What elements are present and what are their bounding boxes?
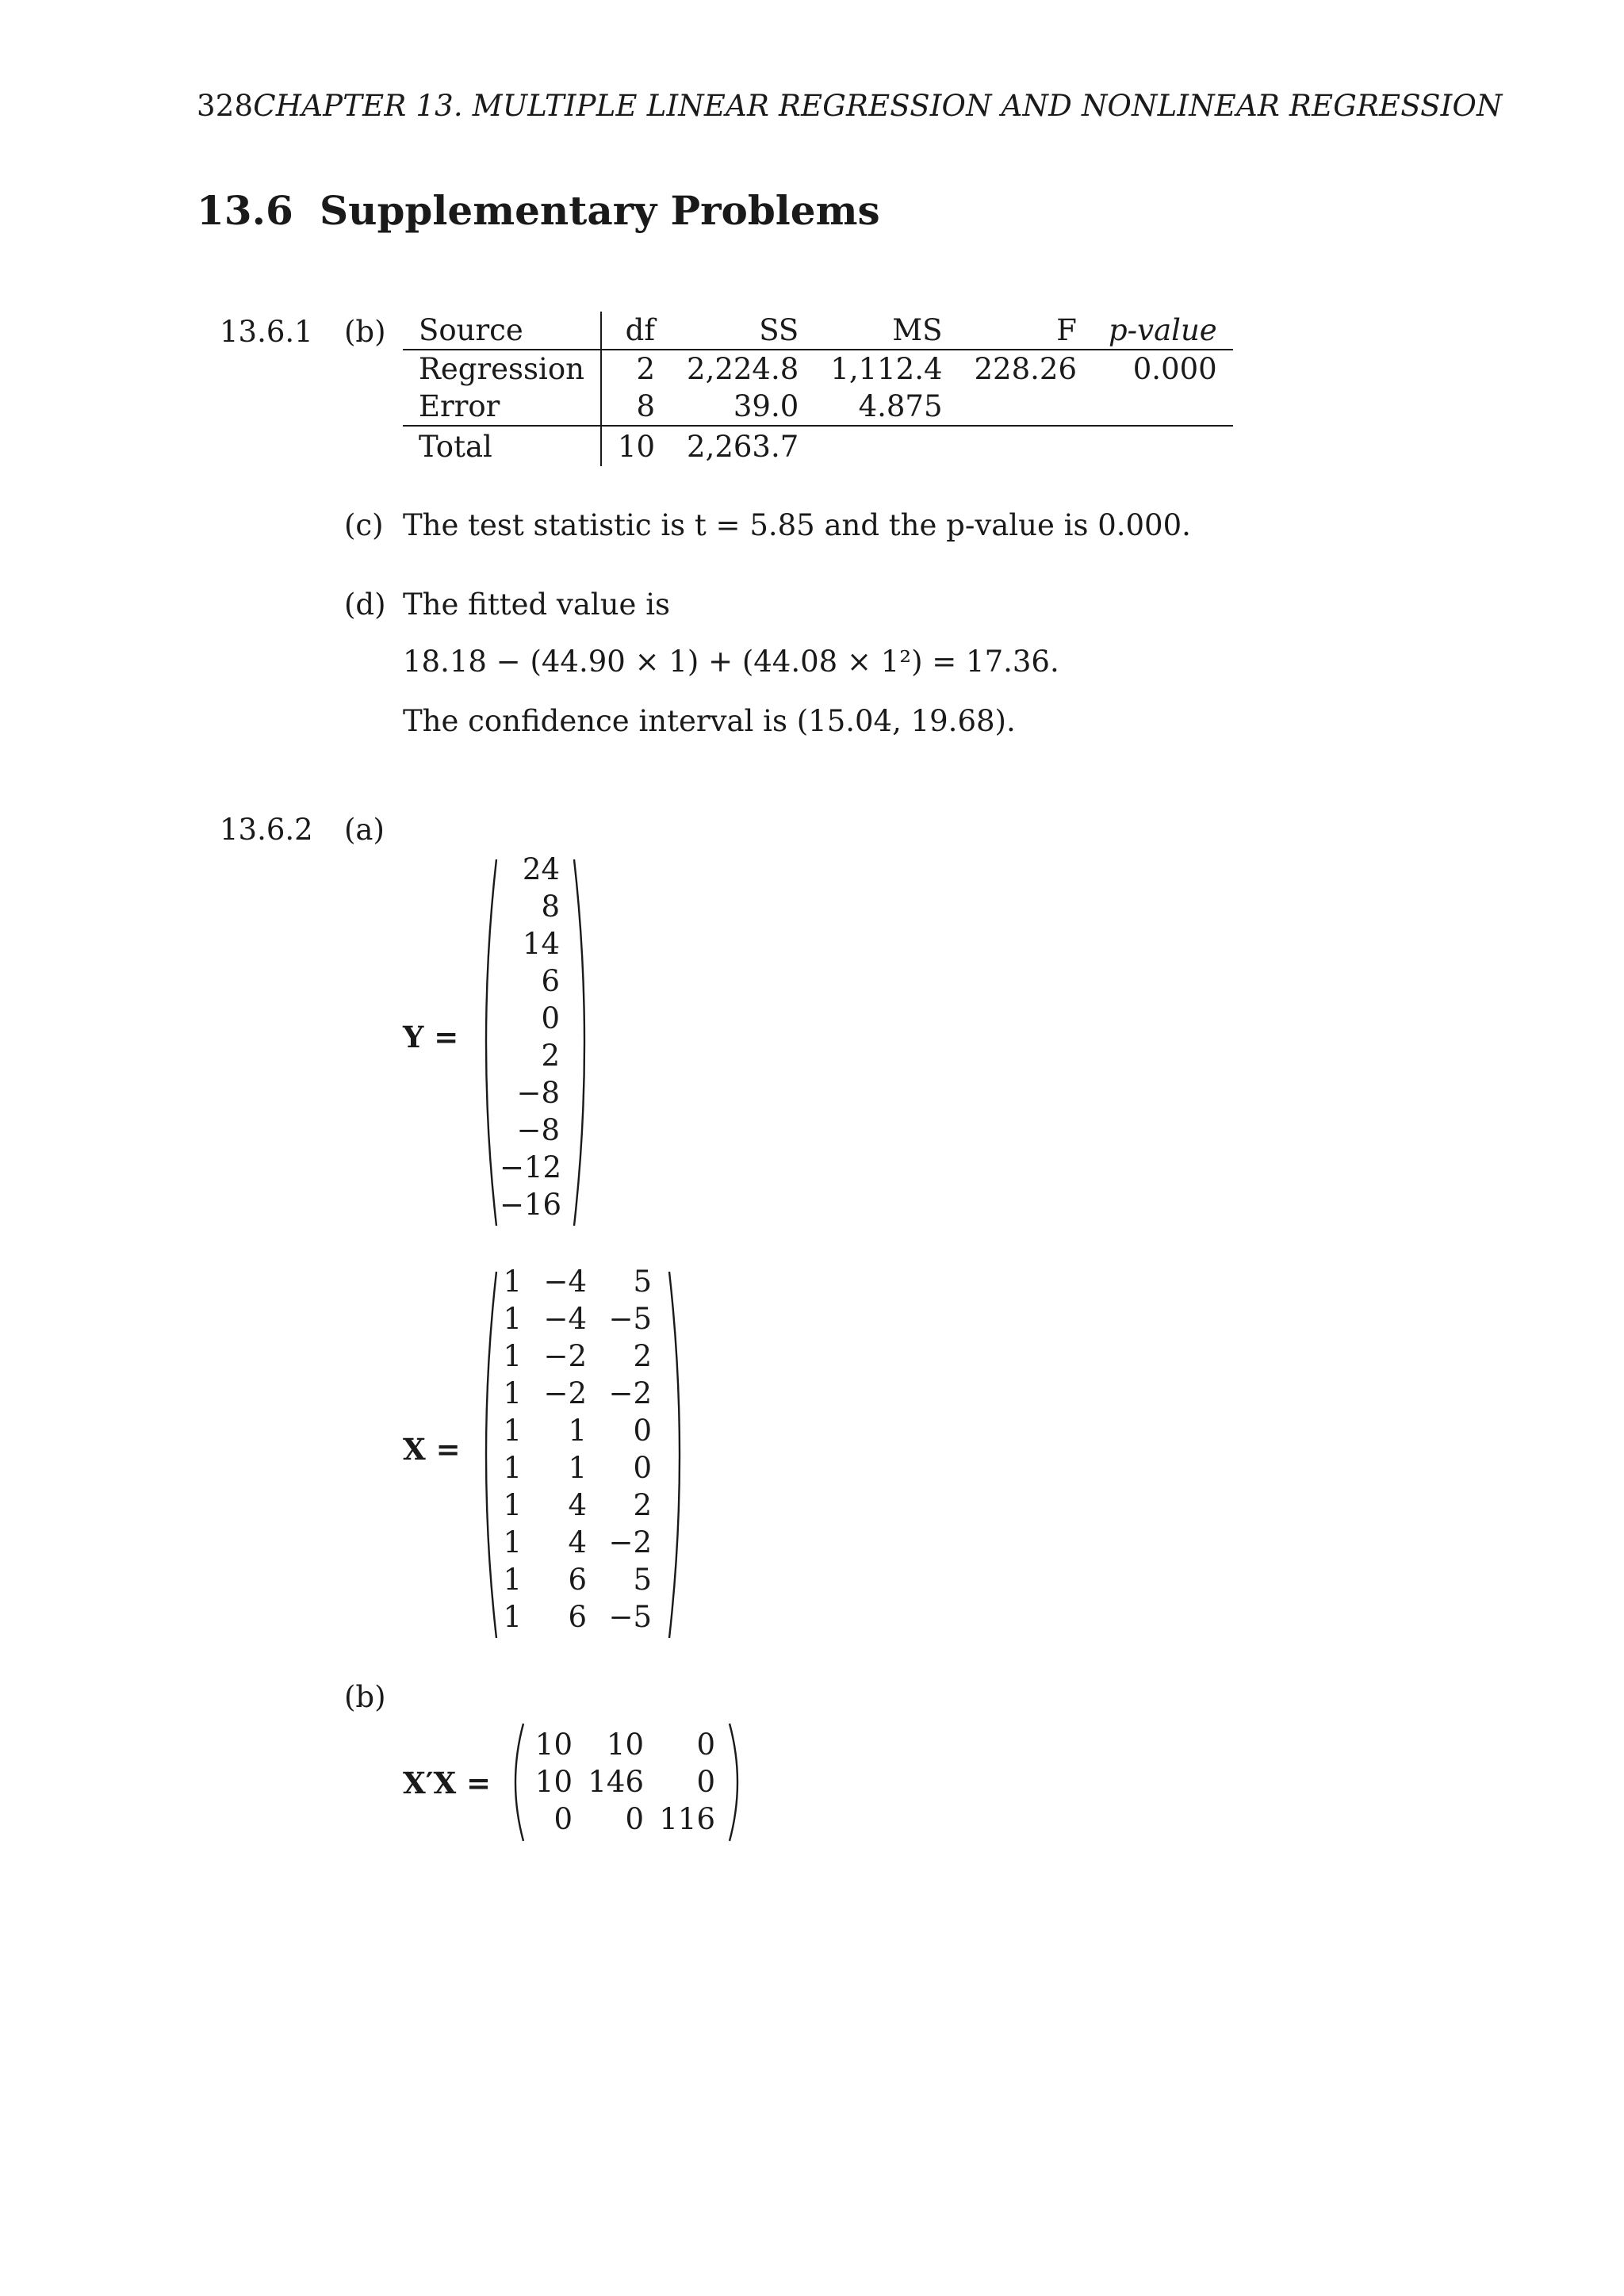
chapter-title: CHAPTER 13. MULTIPLE LINEAR REGRESSION AND NONLINEAR REGRESSION bbox=[253, 89, 1503, 123]
matrix-entry: 2 bbox=[633, 1488, 652, 1522]
matrix-entry: 1 bbox=[568, 1451, 587, 1485]
x-matrix-label: X = bbox=[403, 1432, 461, 1467]
section-number: 13.6 bbox=[197, 187, 293, 234]
matrix-entry: −5 bbox=[608, 1600, 652, 1634]
matrix-entry: 0 bbox=[633, 1451, 652, 1485]
table-cell: 39.0 bbox=[671, 388, 814, 426]
matrix-entry: −4 bbox=[543, 1265, 587, 1299]
confidence-interval-text: The confidence interval is (15.04, 19.68). bbox=[403, 704, 1016, 738]
part-label: (a) bbox=[344, 813, 385, 847]
table-row bbox=[403, 388, 1233, 426]
section-name: Supplementary Problems bbox=[320, 187, 880, 234]
matrix-entry: 6 bbox=[568, 1563, 587, 1597]
y-matrix-values bbox=[500, 851, 560, 1223]
table-row bbox=[403, 426, 1233, 466]
matrix-entry: 6 bbox=[541, 964, 560, 998]
matrix-entry: 6 bbox=[568, 1600, 587, 1634]
matrix-entry: 146 bbox=[588, 1765, 644, 1799]
running-header bbox=[197, 89, 1503, 123]
matrix-entry: −12 bbox=[500, 1150, 562, 1184]
matrix-entry: 1 bbox=[503, 1563, 522, 1597]
table-cell: 2,224.8 bbox=[687, 352, 799, 386]
matrix-entry: −2 bbox=[608, 1376, 652, 1410]
table-cell: Total bbox=[403, 426, 601, 466]
x-matrix-column-2 bbox=[530, 1263, 587, 1636]
matrix-entry: 1 bbox=[503, 1488, 522, 1522]
table-cell bbox=[1093, 426, 1233, 466]
y-matrix-label: Y = bbox=[403, 1020, 459, 1054]
matrix-entry: −2 bbox=[608, 1525, 652, 1559]
page-number: 328 bbox=[197, 89, 254, 123]
matrix-entry: 0 bbox=[633, 1414, 652, 1448]
matrix-entry: 14 bbox=[522, 927, 560, 961]
matrix-entry: −2 bbox=[543, 1339, 587, 1373]
header-df: df bbox=[601, 312, 671, 350]
matrix-entry: −8 bbox=[516, 1113, 560, 1147]
header-source: Source bbox=[403, 312, 601, 350]
matrix-entry: 2 bbox=[541, 1039, 560, 1073]
table-cell: Error bbox=[403, 388, 601, 426]
header-ss: SS bbox=[671, 312, 814, 350]
table-cell: Regression bbox=[403, 350, 601, 388]
header-p-value bbox=[1093, 312, 1233, 350]
matrix-entry: 1 bbox=[503, 1451, 522, 1485]
xtx-matrix-column-2 bbox=[580, 1726, 644, 1838]
part-c-text: The test statistic is t = 5.85 and the p-value is 0.000. bbox=[403, 508, 1191, 542]
table-row bbox=[403, 350, 1233, 388]
problem-number: 13.6.1 bbox=[220, 315, 313, 349]
problem-number: 13.6.2 bbox=[220, 813, 313, 847]
table-cell bbox=[959, 388, 1093, 426]
header-ms: MS bbox=[814, 312, 958, 350]
matrix-entry: 1 bbox=[503, 1525, 522, 1559]
matrix-entry: −8 bbox=[516, 1076, 560, 1110]
matrix-entry: 2 bbox=[633, 1339, 652, 1373]
part-label: (b) bbox=[344, 315, 386, 349]
matrix-entry: 1 bbox=[503, 1265, 522, 1299]
matrix-entry: 0 bbox=[696, 1765, 715, 1799]
matrix-entry: −5 bbox=[608, 1302, 652, 1336]
matrix-entry: 5 bbox=[633, 1265, 652, 1299]
table-cell: 2,263.7 bbox=[687, 429, 799, 464]
matrix-entry: 0 bbox=[625, 1802, 644, 1836]
table-cell bbox=[814, 426, 958, 466]
xtx-matrix-column-1 bbox=[530, 1726, 573, 1838]
matrix-entry: 1 bbox=[503, 1376, 522, 1410]
anova-table bbox=[403, 312, 1233, 466]
fitted-value-formula: 18.18 − (44.90 × 1) + (44.08 × 1²) = 17.36. bbox=[403, 645, 1059, 679]
table-cell: 10 bbox=[617, 429, 656, 464]
matrix-entry: 10 bbox=[534, 1765, 573, 1799]
matrix-entry: 4 bbox=[568, 1488, 587, 1522]
matrix-entry: 1 bbox=[503, 1302, 522, 1336]
matrix-entry: 4 bbox=[568, 1525, 587, 1559]
matrix-entry: −16 bbox=[500, 1188, 562, 1222]
table-cell: 2 bbox=[636, 352, 656, 386]
matrix-entry: −2 bbox=[543, 1376, 587, 1410]
part-label: (b) bbox=[344, 1680, 386, 1714]
part-label: (c) bbox=[344, 508, 384, 542]
matrix-entry: 0 bbox=[553, 1802, 573, 1836]
table-cell: 4.875 bbox=[814, 388, 958, 426]
header-p-value-text: p-value bbox=[1108, 313, 1217, 347]
matrix-entry: 10 bbox=[534, 1728, 573, 1762]
part-d-intro: The fitted value is bbox=[403, 587, 671, 622]
x-matrix-column-1 bbox=[492, 1263, 522, 1636]
table-header-row bbox=[403, 312, 1233, 350]
matrix-entry: 1 bbox=[568, 1414, 587, 1448]
matrix-entry: 8 bbox=[541, 890, 560, 924]
table-cell bbox=[1093, 388, 1233, 426]
table-cell: 0.000 bbox=[1132, 352, 1217, 386]
matrix-entry: 1 bbox=[503, 1600, 522, 1634]
matrix-entry: −4 bbox=[543, 1302, 587, 1336]
matrix-entry: 5 bbox=[633, 1563, 652, 1597]
matrix-entry: 0 bbox=[696, 1728, 715, 1762]
table-cell bbox=[959, 426, 1093, 466]
x-matrix-column-3 bbox=[595, 1263, 652, 1636]
matrix-entry: 0 bbox=[541, 1001, 560, 1035]
matrix-entry: 1 bbox=[503, 1339, 522, 1373]
xtx-matrix-label: X′X = bbox=[403, 1766, 492, 1800]
matrix-entry: 24 bbox=[522, 852, 560, 886]
header-f: F bbox=[959, 312, 1093, 350]
part-label: (d) bbox=[344, 587, 386, 622]
matrix-entry: 1 bbox=[503, 1414, 522, 1448]
xtx-matrix-column-3 bbox=[652, 1726, 715, 1838]
matrix-entry: 116 bbox=[659, 1802, 715, 1836]
section-title bbox=[197, 187, 880, 234]
table-cell: 1,112.4 bbox=[830, 352, 943, 386]
table-cell: 228.26 bbox=[974, 352, 1077, 386]
table-cell: 8 bbox=[601, 388, 671, 426]
matrix-entry: 10 bbox=[606, 1728, 644, 1762]
